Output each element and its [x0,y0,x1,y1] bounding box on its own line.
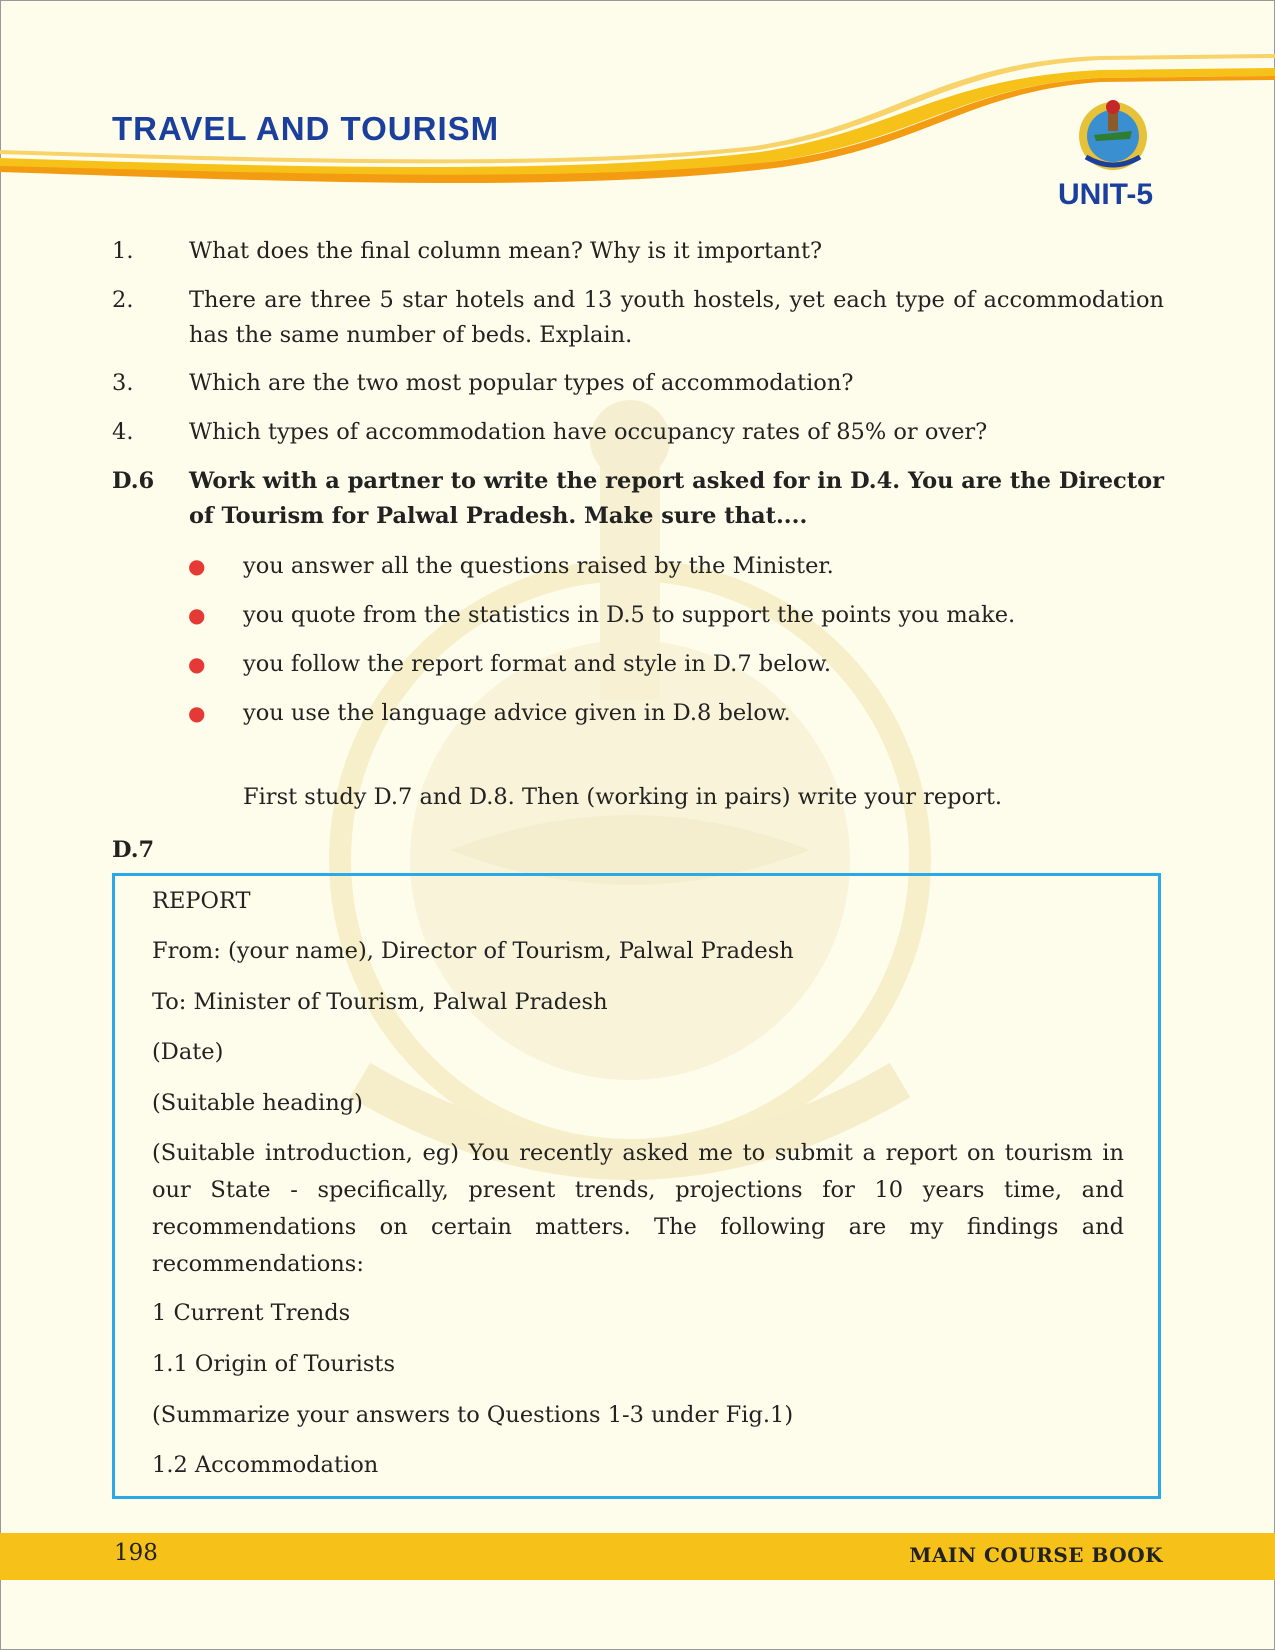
report-date: (Date) [152,1039,224,1065]
bullet-item [188,696,1088,731]
bullet-item [188,549,1088,584]
question-text: What does the final column mean? Why is it important? [189,238,823,264]
section-label: D.6 [112,468,155,494]
unit-number: UNIT-5 [1058,178,1154,211]
question-number: 3. [112,370,134,396]
page-number: 198 [114,1540,158,1566]
question-text: Which are the two most popular types of accommodation? [189,370,854,396]
bullet-icon: ● [188,652,206,676]
report-summarize-note: (Summarize your answers to Questions 1-3 under Fig.1) [152,1402,794,1428]
report-introduction: (Suitable introduction, eg) You recently asked me to submit a report on tourism in our State - specifically, present trends, projections for 10 years time, and recommendations on certain matters. The following are my findings and recommendations: [152,1140,1124,1277]
report-section-1-2: 1.2 Accommodation [152,1452,379,1478]
bullet-text: you use the language advice given in D.8 below. [243,700,791,726]
bullet-icon: ● [188,603,206,627]
report-section-1: 1 Current Trends [152,1300,351,1326]
bullet-item [188,598,1088,633]
cbse-logo-icon [1072,95,1154,177]
report-from: From: (your name), Director of Tourism, Palwal Pradesh [152,938,794,964]
question-text: There are three 5 star hotels and 13 youth hostels, yet each type of accommodation has the same number of beds. Explain. [189,287,1164,348]
question-text: Which types of accommodation have occupancy rates of 85% or over? [189,419,988,445]
bullet-icon: ● [188,554,206,578]
d6-note: First study D.7 and D.8. Then (working in pairs) write your report. [243,784,1003,810]
bullet-text: you follow the report format and style in D.7 below. [243,651,831,677]
question-number: 2. [112,287,134,313]
bullet-icon: ● [188,701,206,725]
bullet-text: you answer all the questions raised by the Minister. [243,553,834,579]
question-4 [112,415,1164,450]
section-instruction: Work with a partner to write the report asked for in D.4. You are the Director of Tourism for Palwal Pradesh. Make sure that.... [189,468,1164,529]
section-d7-label: D.7 [112,837,155,863]
report-to: To: Minister of Tourism, Palwal Pradesh [152,989,608,1015]
section-d6 [112,464,1164,534]
bullet-text: you quote from the statistics in D.5 to support the points you make. [243,602,1016,628]
unit-title: TRAVEL AND TOURISM [112,110,500,147]
report-heading: REPORT [152,888,251,914]
question-3 [112,366,1164,401]
report-suitable-heading: (Suitable heading) [152,1090,363,1116]
question-number: 1. [112,238,134,264]
book-title: MAIN COURSE BOOK [909,1543,1163,1567]
question-2 [112,283,1164,353]
report-section-1-1: 1.1 Origin of Tourists [152,1351,395,1377]
question-number: 4. [112,419,134,445]
question-1 [112,234,1164,269]
bullet-item [188,647,1088,682]
